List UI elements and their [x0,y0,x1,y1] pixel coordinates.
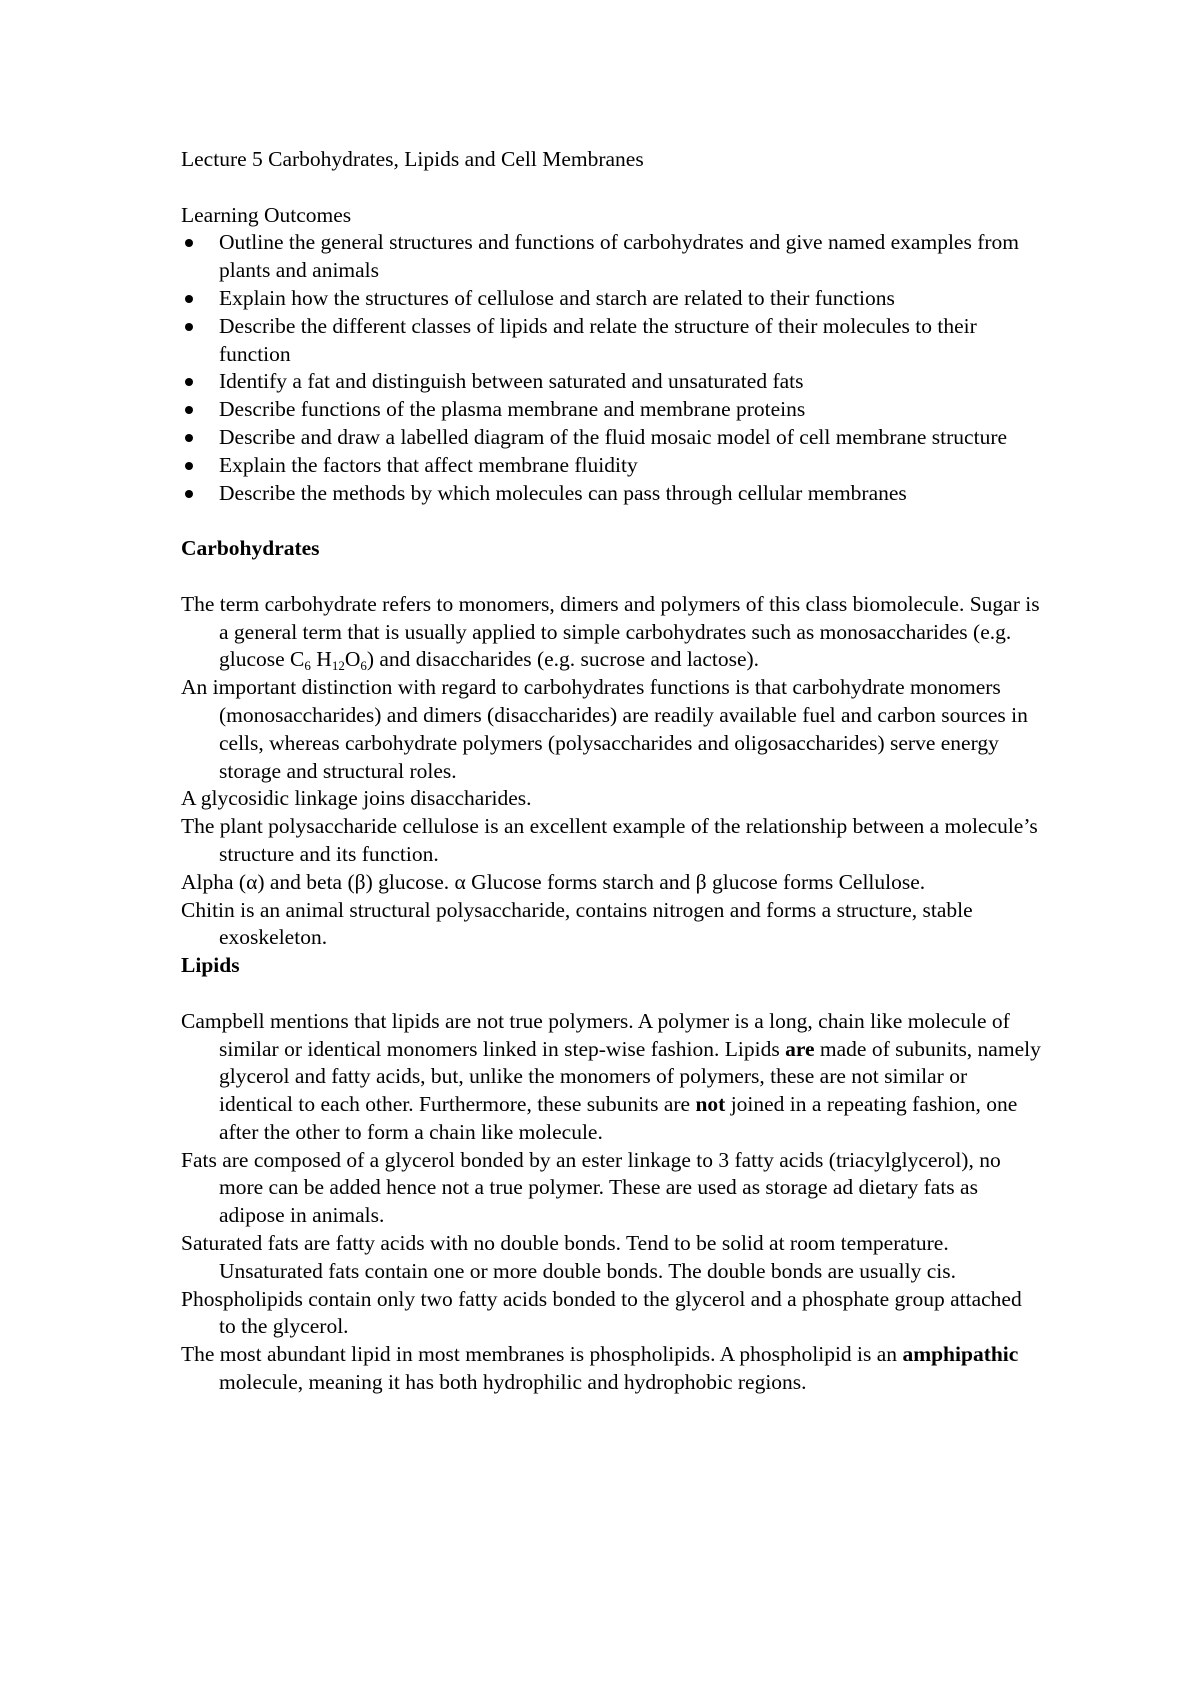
carbohydrates-paragraph-1: The term carbohydrate refers to monomers, dimers and polymers of this class biomolecule. Sugar is a general term that is usually applied to simple carbohydrates such as monosaccharides (e.g. glucose $C_6$ $H_{12}O_6$) and disaccharides (e.g. sucrose and lactose). [181,591,1040,674]
bullet-icon [185,378,193,386]
carbohydrates-paragraph-3: A glycosidic linkage joins disaccharides. [181,786,532,811]
list-item: Outline the general structures and functions of carbohydrates and give named examples from plants and animals [181,229,1041,285]
carbohydrates-paragraph-5: Alpha (α) and beta (β) glucose. α Glucose forms starch and β glucose forms Cellulose. [181,869,926,894]
list-item: Describe the methods by which molecules can pass through cellular membranes [181,480,1041,508]
bullet-icon [185,490,193,498]
carbohydrates-paragraph-6: Chitin is an animal structural polysaccharide, contains nitrogen and forms a structure, stable exoskeleton. [181,897,973,950]
lipids-paragraph-2: Fats are composed of a glycerol bonded by an ester linkage to 3 fatty acids (triacylglycerol), no more can be added hence not a true polymer. These are used as storage ad dietary fats as adipose in animals. [181,1147,1001,1228]
bullet-icon [185,462,193,470]
lipids-paragraph-5: The most abundant lipid in most membranes is phospholipids. A phospholipid is an amphipathic molecule, meaning it has both hydrophilic and hydrophobic regions. [181,1342,1019,1395]
learning-outcomes-heading: Learning Outcomes [181,202,352,227]
lipids-paragraph-4: Phospholipids contain only two fatty acids bonded to the glycerol and a phosphate group attached to the glycerol. [181,1286,1022,1339]
list-item: Describe functions of the plasma membrane and membrane proteins [181,396,1041,424]
lipids-paragraph-1: Campbell mentions that lipids are not true polymers. A polymer is a long, chain like molecule of similar or identical monomers linked in step-wise fashion. Lipids are made of subunits, namely glycerol and fatty acids, but, unlike the monomers of polymers, these are not similar or identical to each other. Furthermore, these subunits are not joined in a repeating fashion, one after the other to form a chain like molecule. [181,1008,1041,1144]
list-item: Describe the different classes of lipids and relate the structure of their molecules to their function [181,313,1041,369]
document-body [181,146,1041,1397]
learning-outcomes-list [181,229,1041,507]
bullet-icon [185,239,193,247]
bullet-icon [185,434,193,442]
list-item: Describe and draw a labelled diagram of the fluid mosaic model of cell membrane structure [181,424,1041,452]
list-item: Explain the factors that affect membrane fluidity [181,452,1041,480]
carbohydrates-paragraph-2: An important distinction with regard to carbohydrates functions is that carbohydrate monomers (monosaccharides) and dimers (disaccharides) are readily available fuel and carbon sources in cells, whereas carbohydrate polymers (polysaccharides and oligosaccharides) serve energy storage and structural roles. [181,675,1028,783]
carbohydrates-heading: Carbohydrates [181,536,320,561]
list-item: Explain how the structures of cellulose and starch are related to their functions [181,285,1041,313]
lipids-heading: Lipids [181,953,240,978]
lecture-title: Lecture 5 Carbohydrates, Lipids and Cell Membranes [181,147,644,171]
list-item: Identify a fat and distinguish between saturated and unsaturated fats [181,368,1041,396]
bullet-icon [185,323,193,331]
lipids-paragraph-3: Saturated fats are fatty acids with no double bonds. Tend to be solid at room temperature. Unsaturated fats contain one or more double bonds. The double bonds are usually cis. [181,1231,956,1283]
bullet-icon [185,406,193,414]
carbohydrates-paragraph-4: The plant polysaccharide cellulose is an excellent example of the relationship between a molecule’s structure and its function. [181,814,1038,866]
bullet-icon [185,295,193,303]
